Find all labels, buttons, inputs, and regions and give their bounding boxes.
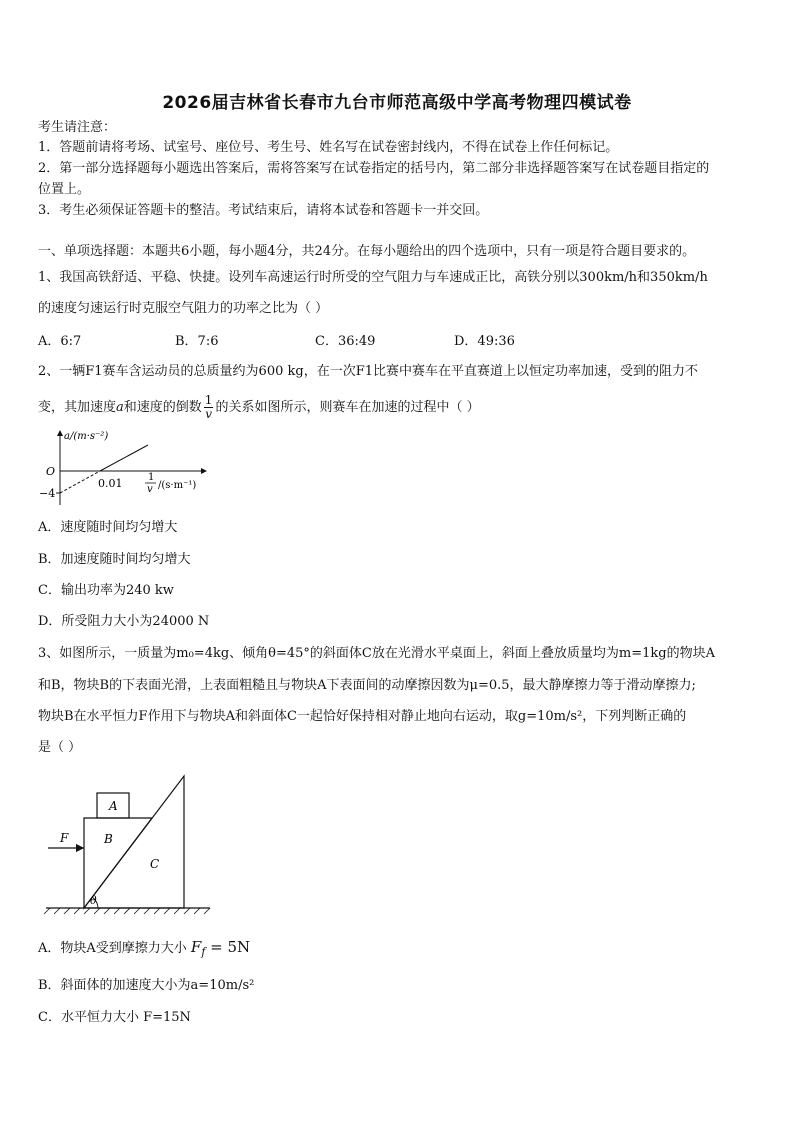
notice-item-2-cont: 位置上。 — [38, 182, 91, 197]
q3-option-b: B．斜面体的加速度大小为a=10m/s² — [38, 978, 255, 993]
notice-item-2: 2．第一部分选择题每小题选出答案后，需将答案写在试卷指定的括号内，第二部分非选择题答案写在试卷题目指定的 — [38, 161, 710, 176]
section-heading: 一、单项选择题：本题共6小题，每小题4分，共24分。在每小题给出的四个选项中，只有一项是符合题目要求的。 — [38, 244, 696, 259]
question-2-text: 2、一辆F1赛车含运动员的总质量约为600 kg，在一次F1比赛中赛车在平直赛道上以恒定功率加速，受到的阻力不 — [38, 364, 698, 379]
q2-x-label-unit: /(s·m⁻¹) — [158, 480, 197, 491]
q2-origin-label: O — [46, 465, 56, 478]
exam-title: 2026届吉林省长春市九台市师范高级中学高考物理四模试卷 — [162, 93, 632, 113]
q3-option-a-sub: f — [201, 945, 206, 959]
q3-ground-hatch — [44, 908, 210, 914]
q2-option-c: C．输出功率为240 kw — [38, 583, 174, 598]
q1-option-d: D．49:36 — [454, 334, 515, 349]
question-3-text: 3、如图所示，一质量为m₀=4kg、倾角θ=45°的斜面体C放在光滑水平桌面上，斜面上叠放质量均为m=1kg的物块A — [38, 646, 715, 661]
q2-x-label-den: v — [147, 484, 153, 495]
question-3-text-4: 是（ ） — [38, 740, 82, 755]
q3-option-c: C．水平恒力大小 F=15N — [38, 1010, 191, 1025]
q2-x-intercept: 0.01 — [98, 477, 123, 490]
question-3-text-2: 和B，物块B的下表面光滑，上表面粗糙且与物块A下表面间的动摩擦因数为μ=0.5，最大静摩擦力等于滑动摩擦力; — [38, 678, 696, 693]
question-1-text: 1、我国高铁舒适、平稳、快捷。设列车高速运行时所受的空气阻力与车速成正比，高铁分别以300km/h和350km/h — [38, 270, 708, 285]
question-3-text-3: 物块B在水平恒力F作用下与物块A和斜面体C一起恰好保持相对静止地向右运动，取g=10m/s²，下列判断正确的 — [38, 709, 687, 724]
q1-option-a: A．6:7 — [38, 334, 82, 349]
q2-y-label: a/(m·s⁻²) — [64, 431, 109, 442]
q3-figure — [40, 770, 220, 920]
q3-label-a: A — [109, 799, 118, 813]
q2-frac-num: 1 — [204, 393, 213, 407]
q1-option-b: B．7:6 — [175, 334, 219, 349]
q3-label-c: C — [150, 857, 160, 871]
question-1-text-cont: 的速度匀速运行时克服空气阻力的功率之比为（ ） — [38, 301, 329, 316]
q2-solid-line — [100, 445, 148, 471]
notice-item-3: 3．考生必须保证答题卡的整洁。考试结束后，请将本试卷和答题卡一并交回。 — [38, 203, 489, 218]
q2-dashed-line — [60, 471, 100, 493]
q3-label-f: F — [60, 831, 69, 845]
q2-option-d: D．所受阻力大小为24000 N — [38, 614, 210, 629]
notice-heading: 考生请注意： — [38, 120, 117, 135]
q2-fraction — [204, 394, 214, 421]
q3-label-b: B — [104, 832, 113, 846]
q2-graph — [36, 425, 216, 510]
q3-option-a-formula: F — [190, 938, 202, 956]
q1-option-c: C．36:49 — [315, 334, 376, 349]
q3-option-a-value: = 5N — [205, 938, 251, 956]
q2-var-a: a — [116, 400, 124, 415]
question-2-text-cont — [38, 390, 758, 426]
q3-option-a-text: A．物块A受到摩擦力大小 — [38, 941, 187, 956]
q2-option-b: B．加速度随时间均匀增大 — [38, 552, 191, 567]
q2-option-a: A．速度随时间均匀增大 — [38, 520, 178, 535]
q2-x-label-num: 1 — [148, 472, 155, 483]
q3-label-theta: θ — [90, 894, 97, 907]
q2-y-intercept: −4 — [39, 487, 56, 500]
q2-text-part-b: 和速度的倒数 — [123, 400, 202, 415]
q3-option-a — [38, 938, 250, 962]
notice-item-1: 1．答题前请将考场、试室号、座位号、考生号、姓名写在试卷密封线内，不得在试卷上作任何标记。 — [38, 140, 619, 155]
q2-text-part-c: 的关系如图所示，则赛车在加速的过程中（ ） — [215, 400, 480, 415]
q2-text-part-a: 变，其加速度 — [38, 400, 117, 415]
q2-frac-den: v — [205, 407, 212, 421]
